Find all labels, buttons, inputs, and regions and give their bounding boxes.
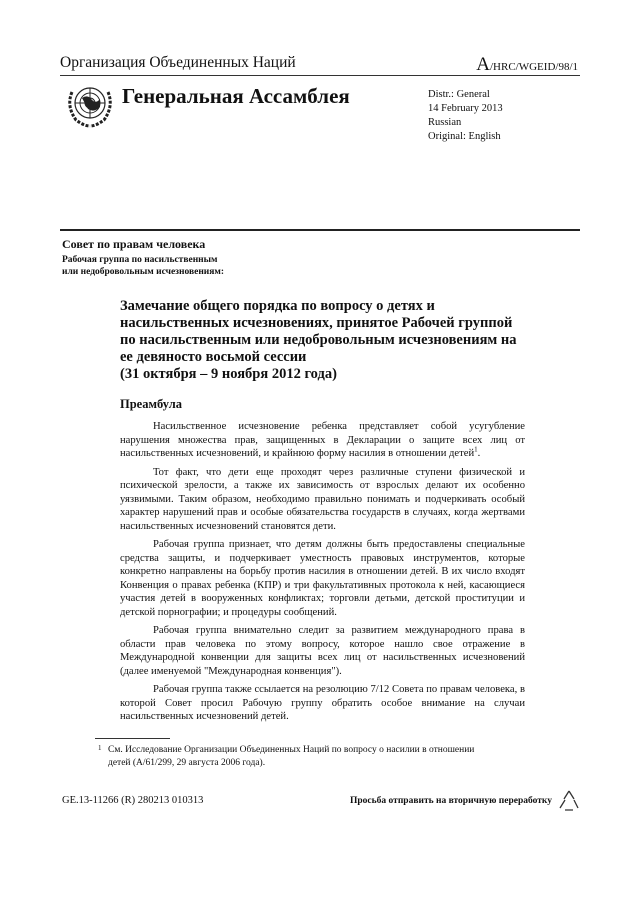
document-symbol: [476, 54, 578, 76]
un-emblem-icon: [64, 80, 116, 128]
paragraph-text: Насильственное исчезновение ребенка представляет собой усугубление нарушения множества прав, защищенных в Декларации о защите всех лиц от насильственных исчезновений, и крайнюю форму насилия в отношении детей: [120, 421, 525, 459]
working-group: [62, 254, 292, 278]
distr: Distr.: General: [428, 89, 490, 100]
footnote: [98, 743, 488, 770]
footnote-number: 1: [98, 743, 102, 752]
recycle-note: Просьба отправить на вторичную переработку: [350, 795, 552, 806]
paragraph: Рабочая группа признает, что детям должны быть предоставлены специальные средства защиты, и подчеркивает уместность правовых инструментов, которые конкретно направлены на борьбу против насилия в отношении детей. В их число входят Конвенция о правах ребенка (КПР) и три факультативных протокола к ней, касающиеся участия детей в вооруженных конфликтах; торговли детьми, детской проституции и детской порнографии; и процедуры сообщений.: [120, 539, 525, 618]
distribution-block: [428, 88, 503, 144]
document-flow: [0, 237, 640, 834]
paragraph: Насильственное исчезновение ребенка представляет собой усугубление нарушения множества прав, защищенных в Декларации о защите всех лиц от насильственных исчезновений, и крайнюю форму насилия в отношении детей$^1$.: [120, 421, 525, 459]
council-name: Совет по правам человека: [62, 237, 206, 251]
recycle-icon: [556, 788, 582, 814]
working-group-line: или недобровольным исчезновениям:: [62, 267, 225, 277]
working-group-line: Рабочая группа по насильственным: [62, 255, 218, 265]
title-dates: (31 октября – 9 ноября 2012 года): [120, 366, 337, 382]
title-text: Замечание общего порядка по вопросу о детях и насильственных исчезновениях, принятое Рабочей группой по насильственным или недобровольным исчезновениям на ее девяносто восьмой сессии: [120, 298, 517, 365]
document-body: [120, 420, 525, 724]
paragraph: Рабочая группа также ссылается на резолюцию 7/12 Совета по правам человека, в которой Совет просил Рабочую группу обратить особое внимание на случаи насильственных исчезновений детей.: [120, 684, 525, 722]
date: 14 February 2013: [428, 103, 503, 114]
footnote-rule: [95, 738, 170, 739]
organization-name: Организация Объединенных Наций: [60, 54, 296, 71]
original-language: Original: English: [428, 131, 501, 142]
symbol-prefix: A: [476, 54, 490, 75]
footnote-text: См. Исследование Организации Объединенных Наций по вопросу о насилии в отношении детей (A/61/299, 29 августа 2006 года).: [108, 744, 475, 768]
thick-rule: [60, 229, 580, 231]
job-code: GE.13-11266 (R) 280213 010313: [62, 795, 204, 806]
preamble-heading: Преамбула: [120, 397, 182, 411]
footnote-ref[interactable]: 1: [474, 445, 478, 454]
language: Russian: [428, 117, 462, 128]
document-title: [120, 298, 530, 383]
page-footer: [62, 788, 582, 814]
paragraph: Тот факт, что дети еще проходят через различные ступени физической и психической зрелости, а также их зависимость от взрослых делают их особенно уязвимыми. Таким образом, необходимо правильно понимать и подчеркивать особый характер нарушений прав и особые обязательства государств в случаях, когда жертвами насильственных исчезновений становятся дети.: [120, 466, 525, 532]
symbol-rest: /HRC/WGEID/98/1: [490, 61, 578, 73]
header-rule: [60, 75, 580, 76]
general-assembly-title: Генеральная Ассамблея: [122, 84, 350, 108]
paragraph: Рабочая группа внимательно следит за развитием международного права в области прав человека по этому вопросу, которое нашло свое отражение в Международной конвенции для защиты всех лиц от насильственных исчезновений (далее именуемой "Международная конвенция").: [120, 625, 525, 677]
